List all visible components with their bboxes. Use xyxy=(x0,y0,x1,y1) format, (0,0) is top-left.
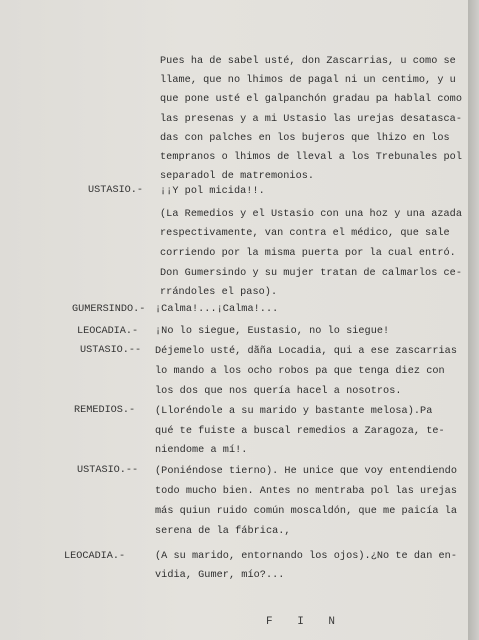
speaker-name: REMEDIOS.- xyxy=(74,405,136,416)
text-line: lo mando a los ocho robos pa que tenga diez con xyxy=(155,366,445,377)
text-line: que pone usté el galpanchón gradau pa hablal como xyxy=(160,94,463,105)
text-line: respectivamente, van contra el médico, que sale xyxy=(160,228,450,239)
text-line: todo mucho bien. Antes no mentraba pol las urejas xyxy=(155,486,458,497)
text-line: ¡No lo siegue, Eustasio, no lo siegue! xyxy=(155,326,390,337)
text-line: Pues ha de sabel usté, don Zascarrias, u como se xyxy=(160,56,456,67)
speaker-name: USTASIO.-- xyxy=(80,345,142,356)
text-line: ¡Calma!...¡Calma!... xyxy=(155,304,279,315)
text-line: ¡¡Y pol micida!!. xyxy=(160,186,265,197)
text-line: (Lloréndole a su marido y bastante melosa).Pa xyxy=(155,406,433,417)
text-line: serena de la fábrica., xyxy=(155,526,291,537)
text-line: tempranos o lhimos de lleval a los Trebunales pol xyxy=(160,152,463,163)
end-marker: F I N xyxy=(266,616,345,628)
text-line: separadol de matremonios. xyxy=(160,171,315,182)
speaker-name: USTASIO.- xyxy=(88,185,144,196)
text-line: los dos que nos quería hacel a nosotros. xyxy=(155,386,402,397)
text-line: niendome a mí!. xyxy=(155,445,248,456)
text-line: vidia, Gumer, mío?... xyxy=(155,570,285,581)
text-line: (Poniéndose tierno). He unice que voy entendiendo xyxy=(155,466,458,477)
text-line: das con palches en los bujeros que lhizo en los xyxy=(160,133,450,144)
page-edge xyxy=(468,0,479,640)
speaker-name: USTASIO.-- xyxy=(77,465,139,476)
text-line: más quiun ruido común moscaldón, que me paicía la xyxy=(155,506,458,517)
text-line: llame, que no lhimos de pagal ni un centimo, y u xyxy=(160,75,456,86)
speaker-name: LEOCADIA.- xyxy=(64,551,126,562)
speaker-name: GUMERSINDO.- xyxy=(72,304,146,315)
text-line: Déjemelo usté, dãña Locadia, qui a ese zascarrias xyxy=(155,346,458,357)
text-line: corriendo por la misma puerta por la cual entró. xyxy=(160,248,456,259)
speaker-name: LEOCADIA.- xyxy=(77,326,139,337)
text-line: (La Remedios y el Ustasio con una hoz y una azada xyxy=(160,209,463,220)
text-line: qué te fuiste a buscal remedios a Zaragoza, te- xyxy=(155,426,445,437)
text-line: las presenas y a mi Ustasio las urejas desatasca- xyxy=(160,114,463,125)
text-line: rrándoles el paso). xyxy=(160,287,278,298)
text-line: Don Gumersindo y su mujer tratan de calmarlos ce- xyxy=(160,268,463,279)
text-line: (A su marido, entornando los ojos).¿No te dan en- xyxy=(155,551,458,562)
